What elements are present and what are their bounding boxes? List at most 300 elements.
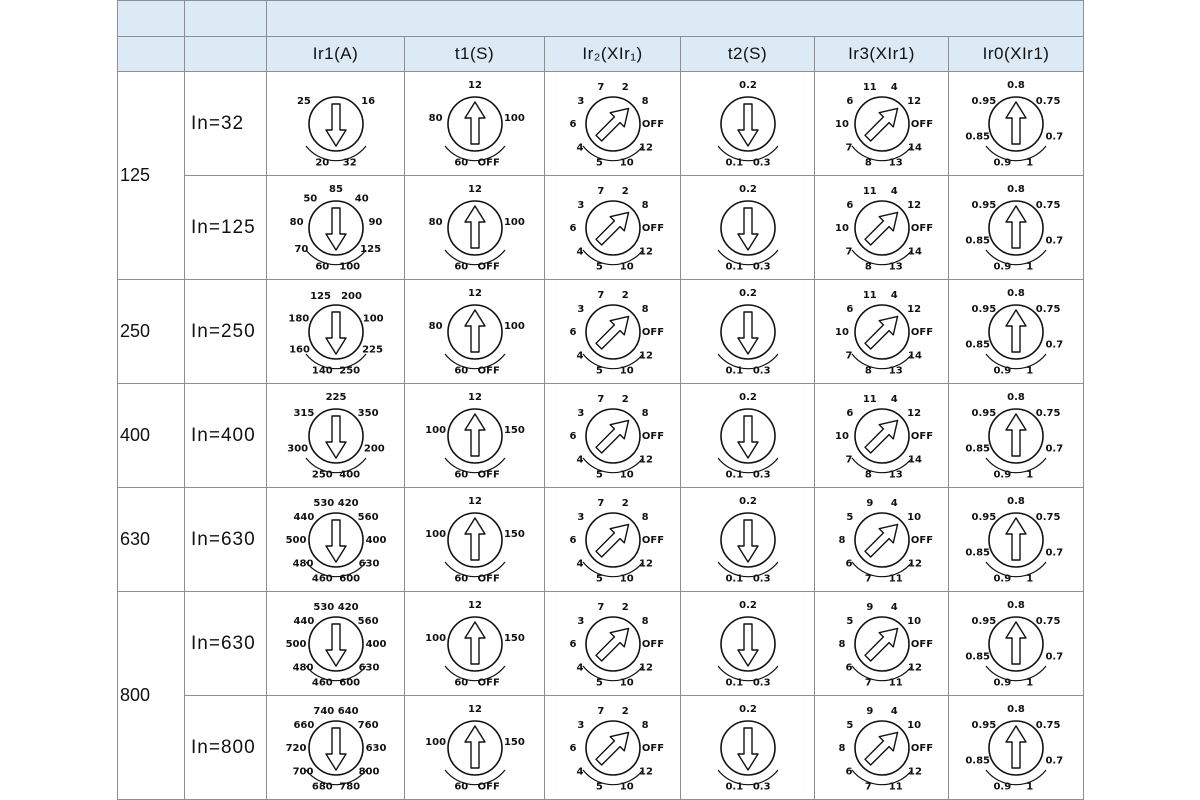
dial-scale-label: 780 — [338, 781, 360, 793]
dial-scale-label: 1 — [1026, 677, 1034, 689]
dial-scale-label: 180 — [287, 312, 309, 324]
table-row — [118, 696, 1084, 800]
dial-scale-label: 740 — [312, 705, 334, 717]
ir1-dial[interactable] — [267, 280, 405, 384]
dial-scale-label: 60 — [453, 469, 468, 481]
dial-svg[interactable] — [683, 594, 813, 694]
ir1-dial[interactable] — [267, 72, 405, 176]
header-blank-in — [185, 1, 267, 37]
dial-scale-label: 5 — [845, 511, 853, 523]
dial-scale-label: OFF — [910, 118, 933, 130]
rated-current-cell: In=125 — [185, 176, 267, 280]
dial-scale-label: 4 — [890, 497, 898, 509]
t1-dial[interactable] — [405, 384, 545, 488]
dial-svg[interactable] — [410, 594, 540, 694]
dial-svg[interactable] — [817, 74, 947, 174]
dial-scale-label: 8 — [641, 95, 649, 107]
dial-scale-label: 400 — [365, 638, 386, 650]
dial-svg[interactable] — [683, 178, 813, 278]
dial-scale-label: 350 — [357, 407, 379, 419]
dial-scale-label: 0.8 — [1007, 599, 1025, 611]
dial-scale-label: 10 — [619, 781, 634, 793]
header-ir2: Ir₂(XIr₁) — [545, 37, 681, 72]
dial-scale-label: 5 — [595, 157, 603, 169]
dial-svg[interactable] — [817, 282, 947, 382]
frame-size-cell: 400 — [118, 384, 185, 488]
dial-scale-label: 640 — [337, 705, 359, 717]
dial-scale-label: 0.2 — [738, 79, 757, 91]
dial-scale-label: OFF — [477, 469, 500, 481]
ir1-dial[interactable] — [267, 592, 405, 696]
dial-scale-label: OFF — [477, 261, 500, 273]
rated-current-cell: In=630 — [185, 592, 267, 696]
header-ir3: Ir3(XIr1) — [815, 37, 949, 72]
dial-scale-label: 5 — [595, 261, 603, 273]
dial-svg[interactable] — [951, 178, 1081, 278]
dial-scale-label: 4 — [890, 81, 898, 93]
dial-scale-label: 225 — [325, 391, 346, 403]
dial-scale-label: 80 — [289, 216, 304, 228]
dial-scale-label: 2 — [621, 289, 629, 301]
dial-scale-label: 0.7 — [1045, 235, 1064, 246]
ir1-dial[interactable] — [267, 176, 405, 280]
ir0-dial[interactable] — [949, 592, 1084, 696]
dial-scale-label: 0.9 — [993, 677, 1012, 689]
dial-scale-label: 0.85 — [965, 547, 991, 558]
dial-scale-label: 630 — [358, 662, 379, 674]
dial-scale-label: 420 — [337, 497, 359, 509]
rated-current-cell: In=800 — [185, 696, 267, 800]
ir3-dial[interactable] — [815, 280, 949, 384]
header-ir0: Ir0(XIr1) — [949, 37, 1084, 72]
dial-scale-label: 7 — [596, 185, 604, 197]
dial-scale-label: 7 — [845, 246, 852, 258]
dial-svg[interactable] — [548, 74, 678, 174]
dial-scale-label: OFF — [641, 638, 664, 650]
dial-scale-label: 12 — [467, 183, 482, 195]
dial-scale-label: 500 — [285, 534, 306, 546]
dial-scale-label: 5 — [595, 677, 603, 689]
dial-scale-label: OFF — [910, 638, 933, 650]
dial-svg[interactable] — [271, 74, 401, 174]
dial-scale-label: 150 — [503, 424, 525, 436]
dial-svg[interactable] — [548, 386, 678, 486]
dial-scale-label: 1 — [1026, 157, 1034, 169]
ir0-dial[interactable] — [949, 696, 1084, 800]
dial-svg[interactable] — [683, 386, 813, 486]
dial-scale-label: 0.1 — [724, 261, 743, 273]
dial-svg[interactable] — [817, 698, 947, 798]
dial-scale-label: 0.95 — [971, 719, 997, 731]
dial-scale-label: OFF — [641, 222, 664, 234]
dial-scale-label: 0.7 — [1045, 443, 1064, 454]
dial-scale-label: 60 — [453, 157, 468, 169]
t2-dial[interactable] — [681, 176, 815, 280]
dial-scale-label: 4 — [576, 142, 583, 154]
dial-scale-label: 250 — [338, 365, 360, 377]
ir3-dial[interactable] — [815, 696, 949, 800]
dial-scale-label: 10 — [834, 118, 849, 130]
ir2-dial[interactable] — [545, 696, 681, 800]
header-blank-frame-2 — [118, 37, 185, 72]
t1-dial[interactable] — [405, 176, 545, 280]
dial-scale-label: OFF — [641, 326, 664, 338]
dial-svg[interactable] — [683, 698, 813, 798]
dial-scale-label: 0.75 — [1035, 199, 1061, 211]
ir2-dial[interactable] — [545, 384, 681, 488]
dial-scale-label: 80 — [428, 112, 443, 124]
dial-scale-label: 10 — [834, 222, 849, 234]
t2-dial[interactable] — [681, 696, 815, 800]
dial-scale-label: 11 — [888, 573, 903, 585]
dial-scale-label: 420 — [337, 601, 359, 613]
ir2-dial[interactable] — [545, 280, 681, 384]
dial-scale-label: 40 — [354, 192, 369, 204]
header-top-row — [118, 1, 1084, 37]
dial-scale-label: 10 — [906, 615, 921, 627]
dial-scale-label: 100 — [424, 528, 446, 540]
dial-scale-label: 7 — [596, 497, 604, 509]
header-merged-band — [267, 1, 1084, 37]
dial-scale-label: 90 — [367, 216, 382, 228]
dial-svg[interactable] — [683, 74, 813, 174]
dial-scale-label: 680 — [311, 781, 333, 793]
dial-svg[interactable] — [410, 178, 540, 278]
dial-scale-label: 0.8 — [1007, 183, 1025, 195]
ir1-dial[interactable] — [267, 488, 405, 592]
dial-scale-label: 100 — [424, 736, 446, 748]
dial-scale-label: 1 — [1026, 365, 1034, 377]
dial-scale-label: 0.2 — [738, 287, 757, 299]
dial-scale-label: 3 — [576, 407, 584, 419]
ir0-dial[interactable] — [949, 488, 1084, 592]
dial-scale-label: 4 — [890, 705, 898, 717]
ir3-dial[interactable] — [815, 176, 949, 280]
dial-scale-label: 0.7 — [1045, 339, 1064, 350]
dial-scale-label: 0.3 — [752, 677, 771, 689]
dial-scale-label: 60 — [314, 261, 329, 273]
t1-dial[interactable] — [405, 280, 545, 384]
dial-scale-label: 0.75 — [1035, 719, 1061, 731]
dial-scale-label: 8 — [641, 199, 649, 211]
dial-scale-label: 0.75 — [1035, 303, 1061, 315]
dial-scale-label: 0.9 — [993, 781, 1012, 793]
dial-scale-label: 10 — [619, 261, 634, 273]
dial-scale-label: 0.95 — [971, 199, 997, 211]
dial-scale-label: 4 — [576, 350, 583, 362]
dial-scale-label: 8 — [838, 742, 845, 754]
dial-scale-label: 4 — [890, 185, 898, 197]
header-columns-row — [118, 37, 1084, 72]
t2-dial[interactable] — [681, 488, 815, 592]
dial-svg[interactable] — [410, 490, 540, 590]
dial-svg[interactable] — [951, 386, 1081, 486]
dial-svg[interactable] — [271, 698, 401, 798]
dial-svg[interactable] — [271, 178, 401, 278]
dial-scale-label: 0.3 — [752, 157, 771, 169]
dial-scale-label: 700 — [292, 766, 313, 778]
header-blank-frame — [118, 1, 185, 37]
dial-scale-label: 12 — [638, 142, 653, 154]
dial-scale-label: 8 — [641, 511, 649, 523]
dial-scale-label: 3 — [576, 303, 584, 315]
dial-scale-label: 0.85 — [965, 131, 991, 142]
ir0-dial[interactable] — [949, 176, 1084, 280]
dial-scale-label: 0.1 — [724, 781, 743, 793]
dial-svg[interactable] — [271, 490, 401, 590]
dial-svg[interactable] — [410, 698, 540, 798]
dial-scale-label: 0.2 — [738, 183, 757, 195]
ir0-dial[interactable] — [949, 280, 1084, 384]
t1-dial[interactable] — [405, 488, 545, 592]
dial-scale-label: 0.85 — [965, 443, 991, 454]
dial-scale-label: 12 — [907, 662, 922, 674]
dial-svg[interactable] — [951, 490, 1081, 590]
dial-svg[interactable] — [410, 74, 540, 174]
dial-scale-label: 0.3 — [752, 365, 771, 377]
dial-scale-label: 2 — [621, 705, 629, 717]
rated-current-cell: In=630 — [185, 488, 267, 592]
dial-scale-label: 150 — [503, 528, 525, 540]
dial-scale-label: 12 — [906, 407, 921, 419]
dial-scale-label: 10 — [619, 573, 634, 585]
dial-svg[interactable] — [683, 490, 813, 590]
t2-dial[interactable] — [681, 384, 815, 488]
dial-scale-label: 5 — [845, 615, 853, 627]
ir1-dial[interactable] — [267, 384, 405, 488]
dial-scale-label: 5 — [845, 719, 853, 731]
dial-scale-label: 100 — [338, 261, 360, 273]
dial-scale-label: 200 — [340, 290, 362, 302]
dial-svg[interactable] — [548, 178, 678, 278]
t2-dial[interactable] — [681, 592, 815, 696]
dial-scale-label: 720 — [285, 742, 306, 754]
dial-scale-label: OFF — [910, 742, 933, 754]
dial-scale-label: OFF — [910, 430, 933, 442]
dial-scale-label: OFF — [477, 365, 500, 377]
dial-scale-label: 6 — [569, 742, 576, 754]
ir3-dial[interactable] — [815, 592, 949, 696]
dial-scale-label: 0.2 — [738, 495, 757, 507]
dial-scale-label: 225 — [361, 344, 383, 355]
dial-svg[interactable] — [817, 386, 947, 486]
dial-scale-label: 0.85 — [965, 235, 991, 246]
dial-scale-label: 150 — [503, 736, 525, 748]
ir3-dial[interactable] — [815, 488, 949, 592]
dial-scale-label: 12 — [467, 79, 482, 91]
dial-svg[interactable] — [951, 282, 1081, 382]
dial-scale-label: 0.7 — [1045, 651, 1064, 662]
table-row — [118, 384, 1084, 488]
dial-scale-label: 5 — [595, 573, 603, 585]
dial-scale-label: 12 — [907, 766, 922, 778]
dial-scale-label: 8 — [864, 261, 872, 273]
dial-scale-label: 3 — [576, 719, 584, 731]
dial-scale-label: 8 — [641, 615, 649, 627]
dial-scale-label: 10 — [906, 511, 921, 523]
dial-scale-label: 9 — [865, 601, 873, 613]
dial-scale-label: 4 — [576, 246, 583, 258]
dial-scale-label: 12 — [906, 199, 921, 211]
dial-scale-label: 0.1 — [724, 157, 743, 169]
dial-scale-label: 0.3 — [752, 573, 771, 585]
dial-scale-label: 0.8 — [1007, 391, 1025, 403]
dial-scale-label: 6 — [845, 407, 853, 419]
table-row — [118, 592, 1084, 696]
t1-dial[interactable] — [405, 696, 545, 800]
dial-scale-label: 0.3 — [752, 781, 771, 793]
dial-scale-label: 4 — [576, 454, 583, 466]
dial-scale-label: 9 — [865, 705, 873, 717]
ir0-dial[interactable] — [949, 384, 1084, 488]
dial-svg[interactable] — [683, 282, 813, 382]
dial-scale-label: 400 — [338, 469, 360, 481]
dial-scale-label: 4 — [890, 601, 898, 613]
dial-svg[interactable] — [548, 490, 678, 590]
dial-scale-label: 7 — [864, 677, 872, 689]
dial-scale-label: 3 — [576, 615, 584, 627]
dial-scale-label: 100 — [424, 632, 446, 644]
dial-scale-label: 12 — [467, 495, 482, 507]
ir3-dial[interactable] — [815, 384, 949, 488]
dial-svg[interactable] — [951, 698, 1081, 798]
dial-svg[interactable] — [271, 282, 401, 382]
dial-scale-label: 760 — [357, 719, 379, 731]
dial-scale-label: 160 — [288, 344, 310, 355]
frame-size-cell: 125 — [118, 72, 185, 280]
dial-scale-label: 11 — [888, 677, 903, 689]
dial-scale-label: 480 — [292, 558, 313, 570]
dial-scale-label: 440 — [292, 511, 314, 523]
dial-scale-label: 7 — [596, 289, 604, 301]
dial-scale-label: 6 — [569, 118, 576, 130]
dial-scale-label: 12 — [638, 350, 653, 362]
dial-scale-label: OFF — [641, 118, 664, 130]
dial-scale-label: 60 — [453, 261, 468, 273]
dial-scale-label: 0.85 — [965, 755, 991, 766]
dial-scale-label: 150 — [503, 632, 525, 644]
ir1-dial[interactable] — [267, 696, 405, 800]
dial-scale-label: 0.2 — [738, 391, 757, 403]
frame-size-cell: 250 — [118, 280, 185, 384]
dial-svg[interactable] — [817, 490, 947, 590]
dial-scale-label: 0.95 — [971, 95, 997, 107]
dial-scale-label: 13 — [888, 365, 903, 377]
ir0-dial[interactable] — [949, 72, 1084, 176]
dial-scale-label: 11 — [862, 81, 877, 93]
dial-scale-label: OFF — [477, 573, 500, 585]
dial-scale-label: 85 — [328, 183, 343, 195]
dial-scale-label: 14 — [907, 246, 922, 258]
t2-dial[interactable] — [681, 72, 815, 176]
dial-scale-label: 1 — [1026, 781, 1034, 793]
dial-scale-label: 0.85 — [965, 651, 991, 662]
dial-scale-label: 14 — [907, 350, 922, 362]
dial-scale-label: OFF — [477, 157, 500, 169]
dial-scale-label: 6 — [845, 766, 852, 778]
dial-scale-label: 16 — [360, 95, 375, 107]
dial-scale-label: 13 — [888, 469, 903, 481]
dial-scale-label: 0.1 — [724, 573, 743, 585]
dial-scale-label: 10 — [619, 157, 634, 169]
ir2-dial[interactable] — [545, 72, 681, 176]
dial-scale-label: OFF — [910, 534, 933, 546]
frame-size-cell: 800 — [118, 592, 185, 800]
dial-svg[interactable] — [271, 594, 401, 694]
t2-dial[interactable] — [681, 280, 815, 384]
header-ir1: Ir1(A) — [267, 37, 405, 72]
t1-dial[interactable] — [405, 72, 545, 176]
dial-scale-label: 5 — [595, 781, 603, 793]
dial-svg[interactable] — [271, 386, 401, 486]
ir2-dial[interactable] — [545, 592, 681, 696]
dial-scale-label: 3 — [576, 511, 584, 523]
dial-scale-label: 7 — [845, 350, 852, 362]
dial-scale-label: 0.8 — [1007, 495, 1025, 507]
dial-scale-label: 8 — [838, 638, 845, 650]
dial-scale-label: 0.7 — [1045, 547, 1064, 558]
dial-scale-label: OFF — [641, 430, 664, 442]
dial-scale-label: 12 — [638, 558, 653, 570]
dial-scale-label: 480 — [292, 662, 313, 674]
dial-scale-label: 25 — [296, 95, 311, 107]
dial-scale-label: 8 — [864, 365, 872, 377]
dial-scale-label: 660 — [292, 719, 314, 731]
dial-scale-label: 10 — [906, 719, 921, 731]
dial-scale-label: OFF — [910, 326, 933, 338]
dial-scale-label: 11 — [862, 393, 877, 405]
dial-scale-label: 0.1 — [724, 365, 743, 377]
ir3-dial[interactable] — [815, 72, 949, 176]
dial-scale-label: 4 — [576, 766, 583, 778]
dial-scale-label: 6 — [569, 326, 576, 338]
dial-scale-label: 600 — [338, 573, 360, 585]
dial-svg[interactable] — [951, 594, 1081, 694]
ir2-dial[interactable] — [545, 176, 681, 280]
dial-svg[interactable] — [817, 594, 947, 694]
dial-scale-label: 500 — [285, 638, 306, 650]
dial-svg[interactable] — [548, 594, 678, 694]
dial-scale-label: 6 — [845, 662, 852, 674]
dial-scale-label: 7 — [845, 142, 852, 154]
dial-scale-label: 6 — [845, 303, 853, 315]
dial-scale-label: 0.9 — [993, 573, 1012, 585]
header-t1: t1(S) — [405, 37, 545, 72]
dial-scale-label: 100 — [503, 216, 525, 228]
dial-scale-label: 8 — [838, 534, 845, 546]
dial-scale-label: 0.75 — [1035, 511, 1061, 523]
dial-svg[interactable] — [548, 698, 678, 798]
dial-scale-label: 1 — [1026, 573, 1034, 585]
dial-svg[interactable] — [548, 282, 678, 382]
t1-dial[interactable] — [405, 592, 545, 696]
dial-scale-label: 7 — [864, 573, 872, 585]
dial-scale-label: 4 — [576, 662, 583, 674]
dial-scale-label: 0.1 — [724, 677, 743, 689]
dial-scale-label: 10 — [834, 430, 849, 442]
ir2-dial[interactable] — [545, 488, 681, 592]
dial-svg[interactable] — [817, 178, 947, 278]
dial-scale-label: 0.95 — [971, 303, 997, 315]
dial-scale-label: 12 — [638, 766, 653, 778]
dial-scale-label: OFF — [477, 677, 500, 689]
dial-svg[interactable] — [410, 282, 540, 382]
dial-svg[interactable] — [410, 386, 540, 486]
dial-scale-label: 6 — [845, 199, 853, 211]
dial-scale-label: 0.75 — [1035, 95, 1061, 107]
dial-svg[interactable] — [951, 74, 1081, 174]
dial-scale-label: 100 — [424, 424, 446, 436]
